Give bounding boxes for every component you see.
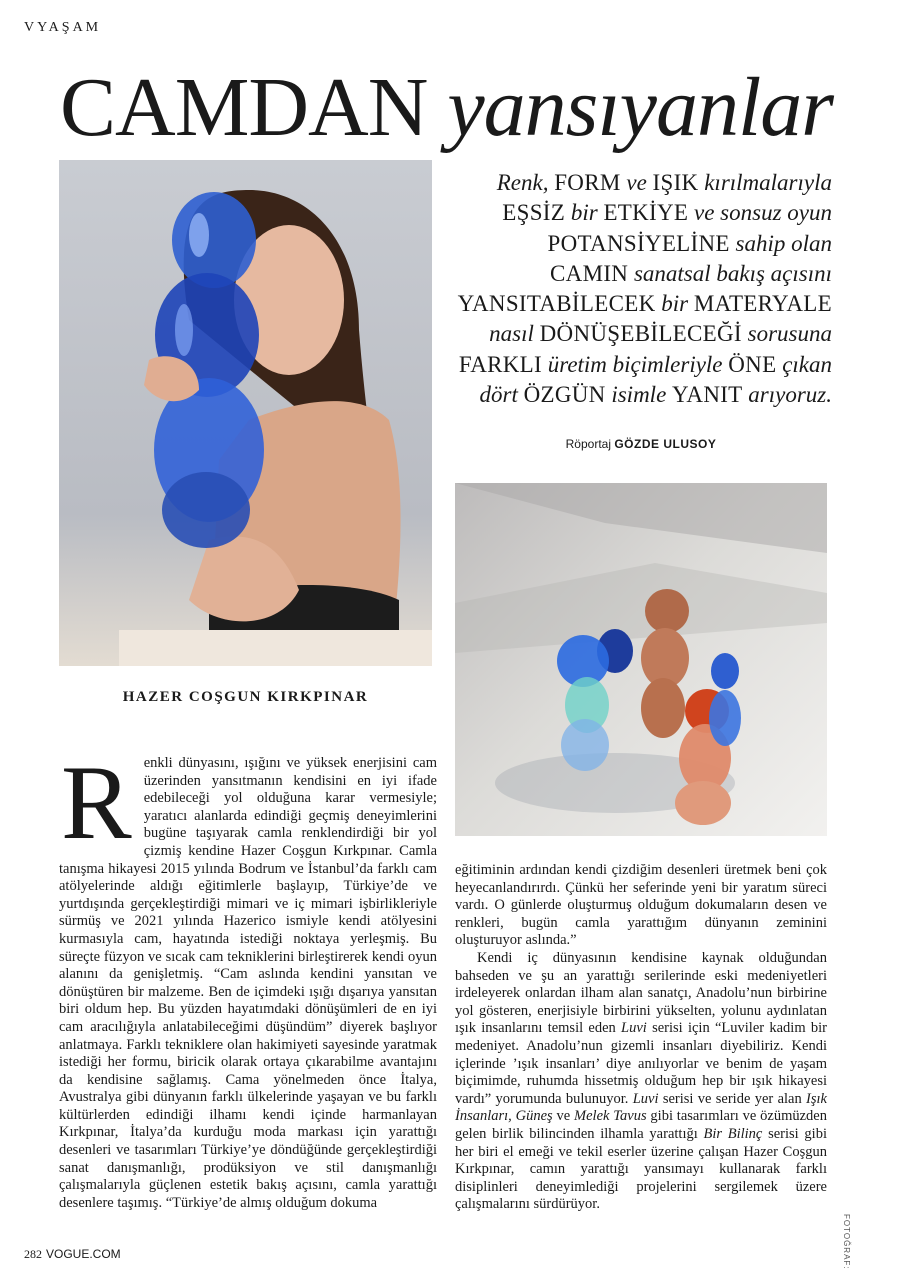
interview-credit	[455, 437, 827, 451]
standfirst-line: Renk, FORM ve IŞIK kırılmalarıyla	[496, 170, 832, 195]
glass-illustration	[455, 483, 827, 836]
photo-credit-vertical: FOTOĞRAF:	[842, 1214, 851, 1270]
standfirst-line: EŞSİZ bir ETKİYE ve sonsuz oyun	[502, 200, 832, 226]
portrait-photo	[59, 160, 432, 666]
site-name: VOGUE.COM	[46, 1247, 121, 1261]
standfirst	[440, 168, 832, 410]
body-paragraph: Kendi iç dünyasının kendisine kaynak olduğundan bahseden ve şu an yarattığı serilerinde eski medeniyetleri irdeleyerek onlardan ilham alan sanatçı, Anadolu’nun birbirine yol gösteren, enerjisiyle birbirini yükselten, yolunu aydınlatan ışık insanlarını temsil eden Luvi serisi için “Luviler kadim bir medeniyet. Anadolu’nun gizemli insanları diyebiliriz. Kendi içlerinde ’ışık insanları’ diye anılıyorlar ve benim de yaşam biçimimde, ruhumda hissetmiş olduğum hep bir ışık hikayesi vardı” yorumunda bulunuyor. Luvi serisi ve seride yer alan Işık İnsanları, Güneş ve Melek Tavus gibi tasarımları ve özümüzden gelen birlik bilincinden ilhamla yarattığı Bir Bilinç serisi gibi her biri el emeği ve tekil eserler üzerine çalışan Hazer Coşgun Kırkpınar, camın yarattığı yansımayı kullanarak farklı disiplinleri deneyimlediği projelerini sergilemek üzere çalışmalarını sürdürüyor.	[455, 949, 827, 1213]
headline	[60, 58, 860, 158]
page-footer	[24, 1247, 121, 1262]
section-label: VYAŞAM	[24, 20, 102, 35]
subject-name-caption: HAZER COŞGUN KIRKPINAR	[122, 689, 369, 705]
standfirst-line: CAMIN sanatsal bakış açısını	[550, 260, 832, 286]
body-column-right	[455, 862, 827, 1214]
credit-label: Röportaj	[565, 437, 611, 451]
standfirst-line: YANSITABİLECEK bir MATERYALE	[457, 291, 832, 317]
drop-cap: R	[61, 744, 132, 861]
headline-italic: yansıyanlar	[447, 61, 833, 154]
body-column-left	[59, 744, 437, 1212]
glass-sculptures-photo	[455, 483, 827, 836]
credit-author: GÖZDE ULUSOY	[614, 437, 717, 451]
standfirst-line: FARKLI üretim biçimleriyle ÖNE çıkan	[458, 351, 832, 377]
body-paragraph: Renkli dünyasını, ışığını ve yüksek enerjisini cam üzerinden yansıtmanın kendisini en iyi ifade edebileceği yol olduğuna karar vermesiyle; yaratıcı alanlarda edindiği geçmiş deneyimlerini bugüne taşıyarak camla renklendirdiği bir yol çizmiş kendine Hazer Coşgun Kırkpınar. Camla tanışma hikayesi 2015 yılında Bodrum ve İstanbul’da farklı cam atölyelerinde aldığı eğitimlerle başlayıp, Türkiye’de ve yurtdışında gerçekleştirdiği mimari ve iç mimari işbirlikleriyle sürmüş ve 2021 yılında Hazerico ismiyle kendi atölyesini kurmasıyla cam, hayatında istediği noktaya yerleşmiş. Bu süreçte füzyon ve sıcak cam tekniklerini birleştirerek kendi oyun alanını da genişletmiş. “Cam aslında kendini yansıtan ve dönüştüren bir malzeme. Ben de içimdeki ışığı dışarıya yansıtan biri oldum hep. Bu yüzden hayatımdaki dönüşümleri de en iyi cam aracılığıyla anlatabileceğimi düşündüm” diyerek başlıyor anlatmaya. Farklı tekniklere olan hakimiyeti sayesinde yaratmak istediği her formu, biricik olarak ortaya çıkarabilme avantajını da kendisine sağlamış. Cama yönelmeden önce İtalya, Avustralya gibi dünyanın farklı ülkelerinde yaşayan ve bu farklı kültürlerden edindiği ilhamı kendi içinde harmanlayan Kırkpınar, İtalya’da kurduğu moda markası için yarattığı desenleri ve tasarımları Türkiye’ye döndüğünde gerçekleştirdiği sanat danışmanlığı, prodüksiyon ve stil danışmanlığı çalışmalarıyla güçlenen estetik bakış açısını, camla yarattığı desenlere taşımış. “Türkiye’de almış olduğum dokuma	[59, 744, 437, 1211]
portrait-illustration	[59, 160, 432, 666]
standfirst-line: POTANSİYELİNE sahip olan	[547, 230, 832, 256]
headline-upright: CAMDAN	[60, 61, 428, 154]
standfirst-line: dört ÖZGÜN isimle YANIT arıyoruz.	[479, 382, 832, 408]
page-number: 282	[24, 1247, 42, 1261]
body-paragraph: eğitiminin ardından kendi çizdiğim desenleri üretmek beni çok heyecanlandırırdı. Çünkü her seferinde yeni bir yaratım süreci vardı. O günlerde oluşturmuş olduğum dokumaların desen ve renkleri, bugün camla yarattığım dünyanın zeminini oluşturuyor aslında.”	[455, 862, 827, 949]
standfirst-line: nasıl DÖNÜŞEBİLECEĞİ sorusuna	[489, 321, 832, 347]
